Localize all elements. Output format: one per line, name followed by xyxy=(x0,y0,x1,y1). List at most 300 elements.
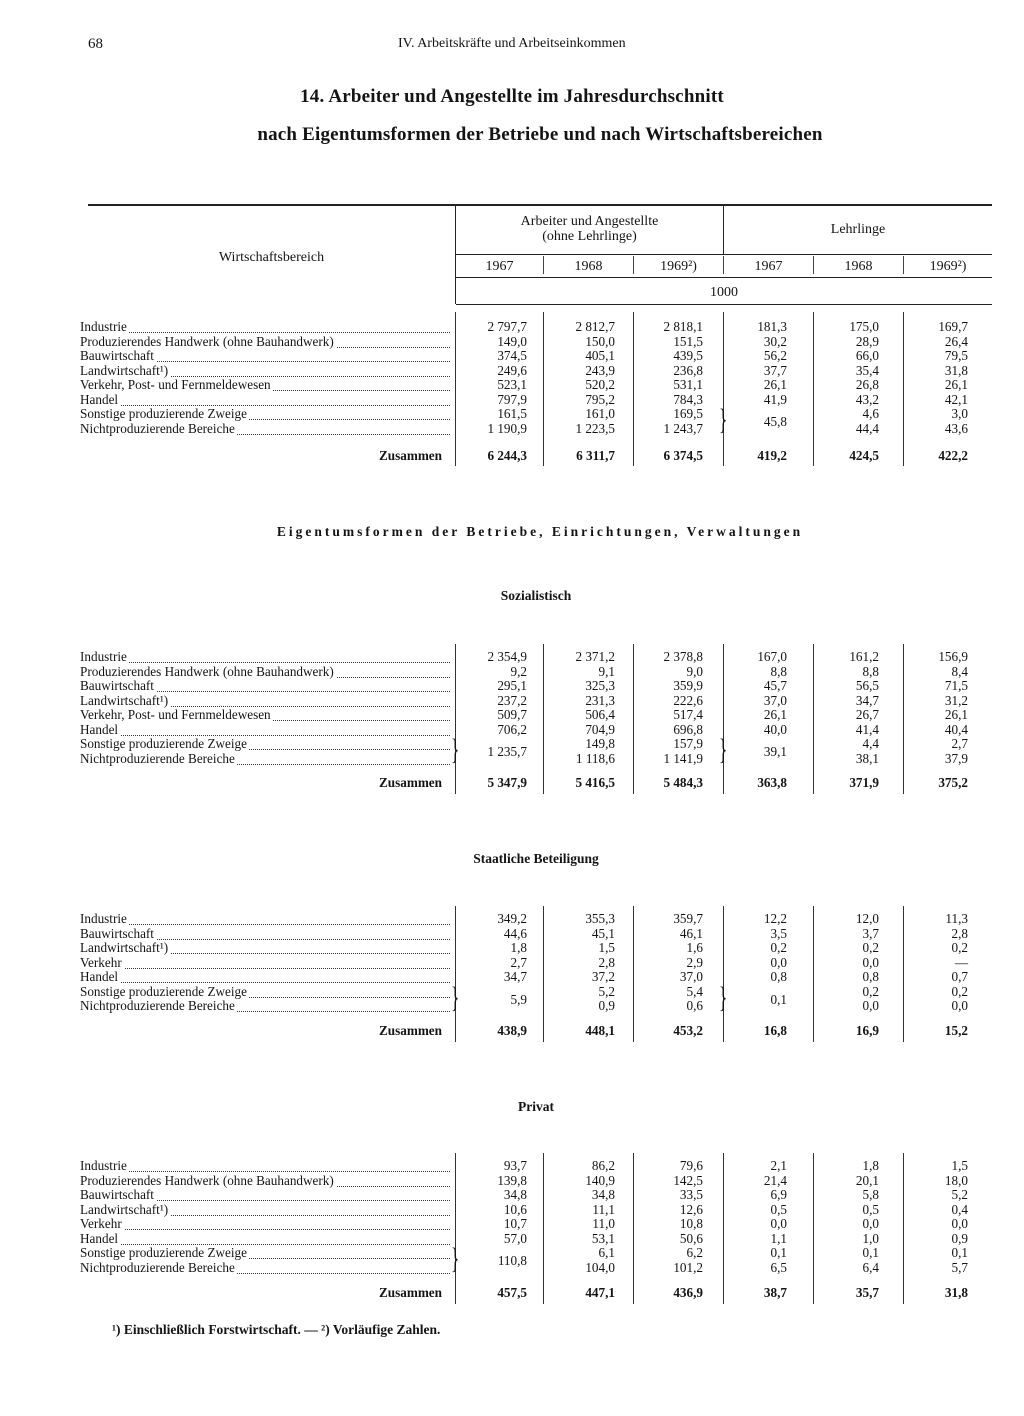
table-cell: 6,4 xyxy=(862,1259,879,1275)
row-label xyxy=(80,320,450,334)
table-cell: 2 818,1 xyxy=(663,319,703,334)
table-cell: 37,7 xyxy=(763,362,787,378)
table-cell: 12,6 xyxy=(679,1201,703,1217)
table-cell: 8,4 xyxy=(951,663,968,679)
row-label xyxy=(80,723,450,737)
table-cell: 56,5 xyxy=(855,678,879,693)
table-cell: 26,1 xyxy=(763,377,787,392)
total-cell: 457,5 xyxy=(497,1285,527,1300)
table-title: 14. Arbeiter und Angestellte im Jahresdurchschnitt xyxy=(300,86,724,107)
row-label xyxy=(80,1261,450,1275)
table-cell: 46,1 xyxy=(679,925,703,941)
table-cell: 167,0 xyxy=(757,649,787,664)
row-label-text: Nichtproduzierende Bereiche xyxy=(80,751,235,766)
table-cell: 10,8 xyxy=(679,1216,703,1231)
table-cell: 8,8 xyxy=(770,663,787,679)
group-header-line: (ohne Lehrlinge) xyxy=(542,229,637,244)
merged-cell: 5,9 xyxy=(510,991,527,1007)
row-label xyxy=(80,1159,450,1173)
total-cell: 422,2 xyxy=(938,448,968,463)
table-cell: 156,9 xyxy=(938,649,968,664)
row-label-text: Produzierendes Handwerk (ohne Bauhandwerk) xyxy=(80,334,334,349)
row-label-text: Industrie xyxy=(80,912,127,926)
leader-dots xyxy=(80,405,450,406)
total-label: Zusammen xyxy=(378,775,442,790)
table-cell: 12,2 xyxy=(763,911,787,926)
table-cell: 374,5 xyxy=(497,348,527,363)
brace-symbol: } xyxy=(718,403,728,436)
row-label-text: Nichtproduzierende Bereiche xyxy=(80,1260,235,1275)
table-cell: 93,7 xyxy=(503,1158,527,1173)
row-label-text: Sonstige produzierende Zweige xyxy=(80,984,247,999)
table-cell: 41,4 xyxy=(855,721,879,737)
row-label xyxy=(80,999,450,1013)
table-cell: 236,8 xyxy=(673,362,703,378)
table-cell: 26,4 xyxy=(944,333,968,349)
table-cell: 38,1 xyxy=(855,750,879,766)
table-cell: 37,0 xyxy=(679,969,703,984)
table-cell: 0,0 xyxy=(862,1216,879,1231)
table-cell: 9,1 xyxy=(598,663,615,679)
row-label xyxy=(80,393,450,407)
total-cell: 38,7 xyxy=(763,1285,787,1300)
table-cell: 1 243,7 xyxy=(663,420,703,436)
table-cell: 1,5 xyxy=(951,1158,968,1173)
row-label xyxy=(80,941,450,955)
row-label-text: Produzierendes Handwerk (ohne Bauhandwerk) xyxy=(80,1173,334,1188)
table-cell: 9,0 xyxy=(686,663,703,679)
row-label-text: Bauwirtschaft xyxy=(80,1188,154,1202)
table-cell: 20,1 xyxy=(855,1172,879,1188)
table-cell: 795,2 xyxy=(585,391,615,407)
table-cell: 439,5 xyxy=(673,348,703,363)
total-cell: 5 347,9 xyxy=(487,775,527,790)
total-cell: 448,1 xyxy=(585,1023,615,1038)
table-cell: 151,5 xyxy=(673,333,703,349)
table-cell: 35,4 xyxy=(855,362,879,378)
table-cell: 34,7 xyxy=(855,692,879,708)
leader-dots xyxy=(80,968,450,969)
table-cell: 4,6 xyxy=(862,406,879,421)
table-cell: 142,5 xyxy=(673,1172,703,1188)
total-cell: 16,9 xyxy=(855,1023,879,1038)
row-label-text: Bauwirtschaft xyxy=(80,679,154,693)
row-label-text: Industrie xyxy=(80,1159,127,1173)
table-cell: 359,7 xyxy=(673,911,703,926)
table-cell: 40,0 xyxy=(763,721,787,737)
row-label xyxy=(80,708,450,722)
row-label-text: Landwirtschaft¹) xyxy=(80,363,169,378)
table-cell: 71,5 xyxy=(944,678,968,693)
table-cell: 140,9 xyxy=(585,1172,615,1188)
row-label-text: Handel xyxy=(80,970,119,984)
table-cell: 1 223,5 xyxy=(575,420,615,436)
total-cell: 419,2 xyxy=(757,448,787,463)
table-cell: 517,4 xyxy=(673,707,703,722)
table-cell: 2 371,2 xyxy=(575,649,615,664)
row-label xyxy=(80,694,450,708)
table-cell: 66,0 xyxy=(855,348,879,363)
row-label-text: Produzierendes Handwerk (ohne Bauhandwerk) xyxy=(80,664,334,679)
table-cell: 1 118,6 xyxy=(575,750,615,766)
header-group-rule xyxy=(456,254,992,255)
table-cell: 6,5 xyxy=(770,1259,787,1275)
row-label xyxy=(80,752,450,766)
unit-label: 1000 xyxy=(710,285,738,300)
row-label-text: Sonstige produzierende Zweige xyxy=(80,737,247,751)
table-cell: 0,8 xyxy=(770,969,787,984)
table-cell: 349,2 xyxy=(497,911,527,926)
table-cell: — xyxy=(954,954,968,970)
header-top-rule xyxy=(88,204,992,206)
table-cell: 2,8 xyxy=(951,925,968,941)
leader-dots xyxy=(80,1229,450,1230)
row-label-text: Nichtproduzierende Bereiche xyxy=(80,999,235,1013)
table-cell: 2 812,7 xyxy=(575,319,615,334)
total-cell: 6 374,5 xyxy=(663,448,703,463)
table-cell: 41,9 xyxy=(763,391,787,407)
table-cell: 30,2 xyxy=(763,333,787,349)
year-header: 1969²) xyxy=(660,259,697,274)
table-cell: 26,1 xyxy=(944,377,968,392)
table-cell: 149,8 xyxy=(585,736,615,751)
merged-cell: 0,1 xyxy=(770,991,787,1007)
total-cell: 436,9 xyxy=(673,1285,703,1300)
table-cell: 3,7 xyxy=(862,925,879,941)
table-cell: 6,9 xyxy=(770,1187,787,1202)
table-cell: 0,9 xyxy=(951,1230,968,1246)
year-header: 1967 xyxy=(754,259,783,274)
table-cell: 1 141,9 xyxy=(663,750,703,766)
table-cell: 355,3 xyxy=(585,911,615,926)
table-cell: 784,3 xyxy=(673,391,703,407)
table-cell: 161,2 xyxy=(849,649,879,664)
table-cell: 11,0 xyxy=(592,1216,615,1231)
leader-dots xyxy=(80,735,450,736)
row-label xyxy=(80,665,450,679)
table-cell: 57,0 xyxy=(503,1230,527,1246)
table-cell: 3,0 xyxy=(951,406,968,421)
table-cell: 18,0 xyxy=(944,1172,968,1188)
brace-symbol: } xyxy=(718,980,728,1014)
table-cell: 8,8 xyxy=(862,663,879,679)
table-cell: 6,1 xyxy=(598,1245,615,1260)
total-cell: 5 416,5 xyxy=(575,775,615,790)
table-cell: 101,2 xyxy=(673,1259,703,1275)
row-label-text: Verkehr, Post- und Fernmeldewesen xyxy=(80,378,271,392)
column-label-header: Wirtschaftsbereich xyxy=(218,250,325,265)
table-cell: 1,5 xyxy=(598,940,615,955)
merged-cell: 1 235,7 xyxy=(487,744,527,760)
table-cell: 175,0 xyxy=(849,319,879,334)
total-cell: 447,1 xyxy=(585,1285,615,1300)
table-cell: 157,9 xyxy=(673,736,703,751)
group-header-apprentices: Lehrlinge xyxy=(830,222,886,237)
total-cell: 6 311,7 xyxy=(576,448,615,463)
table-cell: 0,0 xyxy=(951,998,968,1013)
table-cell: 2,1 xyxy=(770,1158,787,1173)
table-cell: 45,1 xyxy=(591,925,615,941)
table-cell: 325,3 xyxy=(585,678,615,693)
row-label-text: Verkehr xyxy=(80,955,122,970)
table-cell: 2,8 xyxy=(598,954,615,970)
total-cell: 16,8 xyxy=(763,1023,787,1038)
brace-symbol: } xyxy=(450,980,460,1014)
row-label xyxy=(80,335,450,349)
row-label xyxy=(80,1232,450,1246)
leader-dots xyxy=(80,332,450,333)
table-cell: 0,1 xyxy=(951,1245,968,1260)
total-label: Zusammen xyxy=(378,1023,442,1038)
table-cell: 706,2 xyxy=(497,721,527,737)
table-cell: 0,2 xyxy=(951,983,968,999)
year-header: 1968 xyxy=(574,259,603,274)
leader-dots xyxy=(80,924,450,925)
table-cell: 10,6 xyxy=(503,1201,527,1217)
table-cell: 3,5 xyxy=(770,925,787,941)
leader-dots xyxy=(80,982,450,983)
group-header-workers xyxy=(456,214,723,244)
table-cell: 506,4 xyxy=(585,707,615,722)
group-header-line: Arbeiter und Angestellte xyxy=(520,214,659,229)
section-title: Staatliche Beteiligung xyxy=(473,851,599,866)
table-cell: 0,4 xyxy=(951,1201,968,1217)
ownership-heading: Eigentumsformen der Betriebe, Einrichtungen, Verwaltungen xyxy=(276,524,804,539)
table-cell: 0,0 xyxy=(951,1216,968,1231)
table-cell: 26,7 xyxy=(855,707,879,722)
table-subtitle: nach Eigentumsformen der Betriebe und nach Wirtschaftsbereichen xyxy=(257,124,823,145)
table-cell: 295,1 xyxy=(497,678,527,693)
total-cell: 5 484,3 xyxy=(663,775,703,790)
leader-dots xyxy=(80,1244,450,1245)
table-cell: 150,0 xyxy=(585,333,615,349)
table-cell: 44,6 xyxy=(503,925,527,941)
total-cell: 6 244,3 xyxy=(487,448,527,463)
table-cell: 704,9 xyxy=(585,721,615,737)
table-cell: 797,9 xyxy=(497,391,527,407)
year-header: 1969²) xyxy=(929,259,967,274)
table-cell: 10,7 xyxy=(503,1216,527,1231)
table-cell: 1 190,9 xyxy=(487,420,527,436)
table-cell: 37,2 xyxy=(591,969,615,984)
table-cell: 0,5 xyxy=(770,1201,787,1217)
merged-cell: 39,1 xyxy=(763,744,787,760)
table-cell: 6,2 xyxy=(686,1245,703,1260)
table-cell: 26,8 xyxy=(855,377,879,392)
row-label xyxy=(80,1217,450,1231)
table-cell: 5,7 xyxy=(951,1259,968,1275)
table-cell: 161,5 xyxy=(497,406,527,421)
header-unit-rule xyxy=(456,304,992,305)
table-cell: 2,7 xyxy=(951,736,968,751)
footnote: ¹) Einschließlich Forstwirtschaft. — ²) Vorläufige Zahlen. xyxy=(112,1322,441,1337)
page-number: 68 xyxy=(88,36,103,52)
row-label xyxy=(80,1188,450,1202)
table-cell: 0,2 xyxy=(951,940,968,955)
table-cell: 405,1 xyxy=(585,348,615,363)
table-cell: 44,4 xyxy=(855,420,879,436)
row-label-text: Nichtproduzierende Bereiche xyxy=(80,421,235,436)
table-cell: 0,9 xyxy=(598,998,615,1013)
row-label-text: Verkehr, Post- und Fernmeldewesen xyxy=(80,708,271,722)
merged-cell: 110,8 xyxy=(497,1253,527,1269)
merged-cell: 45,8 xyxy=(763,414,787,430)
table-cell: 0,1 xyxy=(862,1245,879,1260)
total-label: Zusammen xyxy=(378,448,442,463)
row-label-text: Landwirtschaft¹) xyxy=(80,693,169,708)
total-cell: 453,2 xyxy=(673,1023,703,1038)
table-cell: 0,0 xyxy=(862,954,879,970)
row-label-text: Landwirtschaft¹) xyxy=(80,941,169,955)
table-cell: 0,1 xyxy=(770,1245,787,1260)
row-label xyxy=(80,970,450,984)
table-cell: 34,8 xyxy=(503,1187,527,1202)
table-cell: 37,0 xyxy=(763,692,787,708)
row-label xyxy=(80,1246,450,1260)
row-label-text: Industrie xyxy=(80,320,127,334)
table-cell: 2 797,7 xyxy=(487,319,527,334)
table-cell: 26,1 xyxy=(763,707,787,722)
table-cell: 0,2 xyxy=(862,983,879,999)
table-cell: 523,1 xyxy=(497,377,527,392)
row-label-text: Handel xyxy=(80,1231,119,1246)
table-cell: 31,8 xyxy=(944,362,968,378)
row-label xyxy=(80,956,450,970)
table-cell: 181,3 xyxy=(757,319,787,334)
table-cell: 53,1 xyxy=(591,1230,615,1246)
table-cell: 696,8 xyxy=(673,721,703,737)
table-cell: 5,2 xyxy=(598,983,615,999)
header-year-rule xyxy=(456,277,992,278)
total-cell: 424,5 xyxy=(849,448,879,463)
row-label-text: Verkehr xyxy=(80,1217,122,1231)
row-label-text: Industrie xyxy=(80,650,127,664)
total-cell: 363,8 xyxy=(757,775,787,790)
table-cell: 86,2 xyxy=(591,1158,615,1173)
table-cell: 0,0 xyxy=(770,954,787,970)
table-cell: 28,9 xyxy=(855,333,879,349)
table-cell: 531,1 xyxy=(673,377,703,392)
table-cell: 249,6 xyxy=(497,362,527,378)
table-cell: 45,7 xyxy=(763,678,787,693)
table-cell: 1,6 xyxy=(686,940,703,955)
row-label-text: Sonstige produzierende Zweige xyxy=(80,407,247,421)
table-cell: 2,7 xyxy=(510,954,527,970)
total-cell: 31,8 xyxy=(944,1285,968,1300)
table-cell: 50,6 xyxy=(679,1230,703,1246)
table-cell: 2 354,9 xyxy=(487,649,527,664)
row-label xyxy=(80,912,450,926)
total-cell: 35,7 xyxy=(855,1285,879,1300)
row-label xyxy=(80,422,450,436)
table-cell: 169,5 xyxy=(673,406,703,421)
table-cell: 40,4 xyxy=(944,721,968,737)
row-label-text: Handel xyxy=(80,392,119,407)
row-label-text: Handel xyxy=(80,722,119,737)
row-label-text: Landwirtschaft¹) xyxy=(80,1202,169,1217)
table-cell: 0,6 xyxy=(686,998,703,1013)
row-label-text: Bauwirtschaft xyxy=(80,926,154,941)
section-title: Privat xyxy=(518,1099,554,1114)
row-label xyxy=(80,1174,450,1188)
table-cell: 237,2 xyxy=(497,692,527,708)
table-cell: 1,8 xyxy=(862,1158,879,1173)
row-label xyxy=(80,679,450,693)
brace-symbol: } xyxy=(718,733,728,766)
table-cell: 43,6 xyxy=(944,420,968,436)
table-cell: 520,2 xyxy=(585,377,615,392)
leader-dots xyxy=(80,1171,450,1172)
row-label xyxy=(80,650,450,664)
table-cell: 11,3 xyxy=(945,911,968,926)
table-cell: 4,4 xyxy=(862,736,879,751)
table-cell: 0,0 xyxy=(770,1216,787,1231)
brace-symbol: } xyxy=(450,1242,460,1275)
table-cell: 5,2 xyxy=(951,1187,968,1202)
table-cell: 42,1 xyxy=(944,391,968,407)
row-label-text: Sonstige produzierende Zweige xyxy=(80,1246,247,1260)
table-cell: 0,5 xyxy=(862,1201,879,1217)
year-header: 1967 xyxy=(485,259,514,274)
row-label xyxy=(80,737,450,751)
table-cell: 0,8 xyxy=(862,969,879,984)
table-cell: 2 378,8 xyxy=(663,649,703,664)
table-cell: 2,9 xyxy=(686,954,703,970)
table-cell: 0,7 xyxy=(951,969,968,984)
table-cell: 31,2 xyxy=(944,692,968,708)
total-cell: 375,2 xyxy=(938,775,968,790)
total-label: Zusammen xyxy=(378,1285,442,1300)
table-cell: 1,8 xyxy=(510,940,527,955)
table-cell: 149,0 xyxy=(497,333,527,349)
year-header: 1968 xyxy=(844,259,873,274)
row-label xyxy=(80,1203,450,1217)
table-cell: 0,2 xyxy=(770,940,787,955)
table-cell: 0,0 xyxy=(862,998,879,1013)
table-cell: 26,1 xyxy=(944,707,968,722)
table-cell: 34,7 xyxy=(503,969,527,984)
table-cell: 37,9 xyxy=(944,750,968,766)
table-cell: 5,4 xyxy=(686,983,703,999)
table-cell: 1,1 xyxy=(770,1230,787,1246)
table-cell: 5,8 xyxy=(862,1187,879,1202)
table-cell: 21,4 xyxy=(763,1172,787,1188)
total-cell: 438,9 xyxy=(497,1023,527,1038)
table-cell: 359,9 xyxy=(673,678,703,693)
table-cell: 79,6 xyxy=(679,1158,703,1173)
table-cell: 33,5 xyxy=(679,1187,703,1202)
table-cell: 34,8 xyxy=(591,1187,615,1202)
section-title: Sozialistisch xyxy=(500,588,572,603)
table-cell: 243,9 xyxy=(585,362,615,378)
table-cell: 79,5 xyxy=(944,348,968,363)
row-label xyxy=(80,349,450,363)
total-cell: 15,2 xyxy=(944,1023,968,1038)
table-cell: 509,7 xyxy=(497,707,527,722)
table-cell: 169,7 xyxy=(938,319,968,334)
table-cell: 104,0 xyxy=(585,1259,615,1275)
table-cell: 56,2 xyxy=(763,348,787,363)
table-cell: 139,8 xyxy=(497,1172,527,1188)
table-cell: 1,0 xyxy=(862,1230,879,1246)
table-cell: 161,0 xyxy=(585,406,615,421)
leader-dots xyxy=(80,662,450,663)
table-cell: 12,0 xyxy=(855,911,879,926)
table-cell: 231,3 xyxy=(585,692,615,708)
chapter-title: IV. Arbeitskräfte und Arbeitseinkommen xyxy=(398,36,626,51)
brace-symbol: } xyxy=(450,733,460,766)
total-cell: 371,9 xyxy=(849,775,879,790)
